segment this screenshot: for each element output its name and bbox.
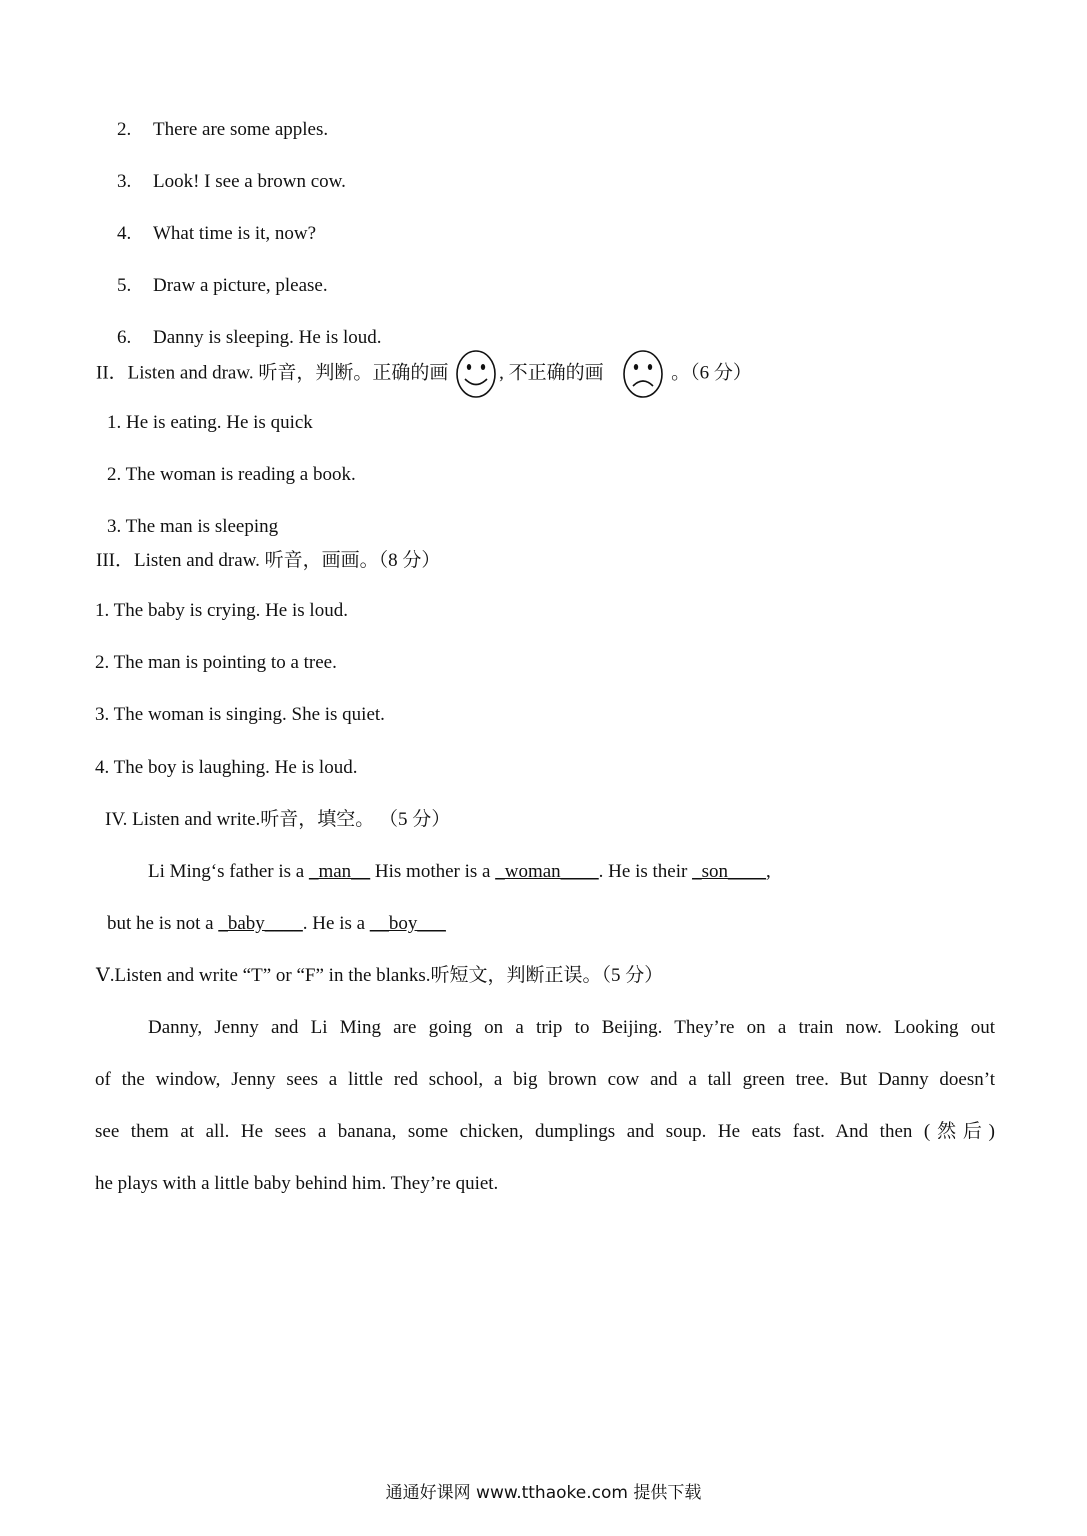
list-item: 6. Danny is sleeping. He is loud. (117, 327, 382, 348)
list-item: 1. He is eating. He is quick (107, 412, 313, 433)
sad-face-icon (622, 349, 664, 399)
list-item: 5. Draw a picture, please. (117, 275, 328, 296)
section-iv-heading: IV. Listen and write.听音，填空。 （5 分） (105, 809, 451, 830)
answer-blank: _baby____ (218, 913, 303, 934)
list-item: 1. The baby is crying. He is loud. (95, 600, 348, 621)
list-item: 3. The woman is singing. She is quiet. (95, 704, 385, 725)
list-item: 4. What time is it, now? (117, 223, 317, 244)
section-v-heading: Ⅴ.Listen and write “T” or “F” in the blanks.听短文，判断正误。（5 分） (96, 965, 664, 986)
page-footer: 通通好课网 www.tthaoke.com 提供下载 (385, 1483, 702, 1503)
list-item: 4. The boy is laughing. He is loud. (95, 757, 358, 778)
list-item: 3. Look! I see a brown cow. (117, 171, 346, 192)
passage-line: he plays with a little baby behind him. They’re quiet. (95, 1173, 499, 1194)
list-item: 2. There are some apples. (117, 119, 329, 140)
answer-blank: _man__ (308, 861, 371, 882)
list-item: 2. The woman is reading a book. (107, 464, 356, 485)
list-item: 3. The man is sleeping (107, 516, 279, 537)
list-item: 2. The man is pointing to a tree. (95, 652, 337, 673)
section-ii-heading: II．Listen and draw. 听音，判断。正确的画 , 不正确的画 。（6 分） (96, 349, 752, 397)
passage-line: see them at all. He sees a banana, some chicken, dumplings and soup. He eats fast. And then (然后) (95, 1121, 995, 1142)
smiley-face-icon (455, 349, 497, 399)
passage-line: of the window, Jenny sees a little red school, a big brown cow and a tall green tree. But Danny doesn’t (95, 1069, 995, 1090)
answer-blank: _son____ (692, 861, 766, 882)
answer-blank: __boy___ (369, 913, 446, 934)
fill-in-line-2: but he is not a _baby____. He is a __boy___ (107, 913, 446, 934)
section-iii-heading: III．Listen and draw. 听音，画画。（8 分） (96, 550, 441, 571)
passage-line: Danny, Jenny and Li Ming are going on a trip to Beijing. They’re on a train now. Looking out (148, 1017, 995, 1038)
answer-blank: _woman____ (495, 861, 599, 882)
passage (95, 1016, 995, 1224)
fill-in-line-1: Li Ming‘s father is a _man__ His mother is a _woman____. He is their _son____, (148, 861, 771, 882)
